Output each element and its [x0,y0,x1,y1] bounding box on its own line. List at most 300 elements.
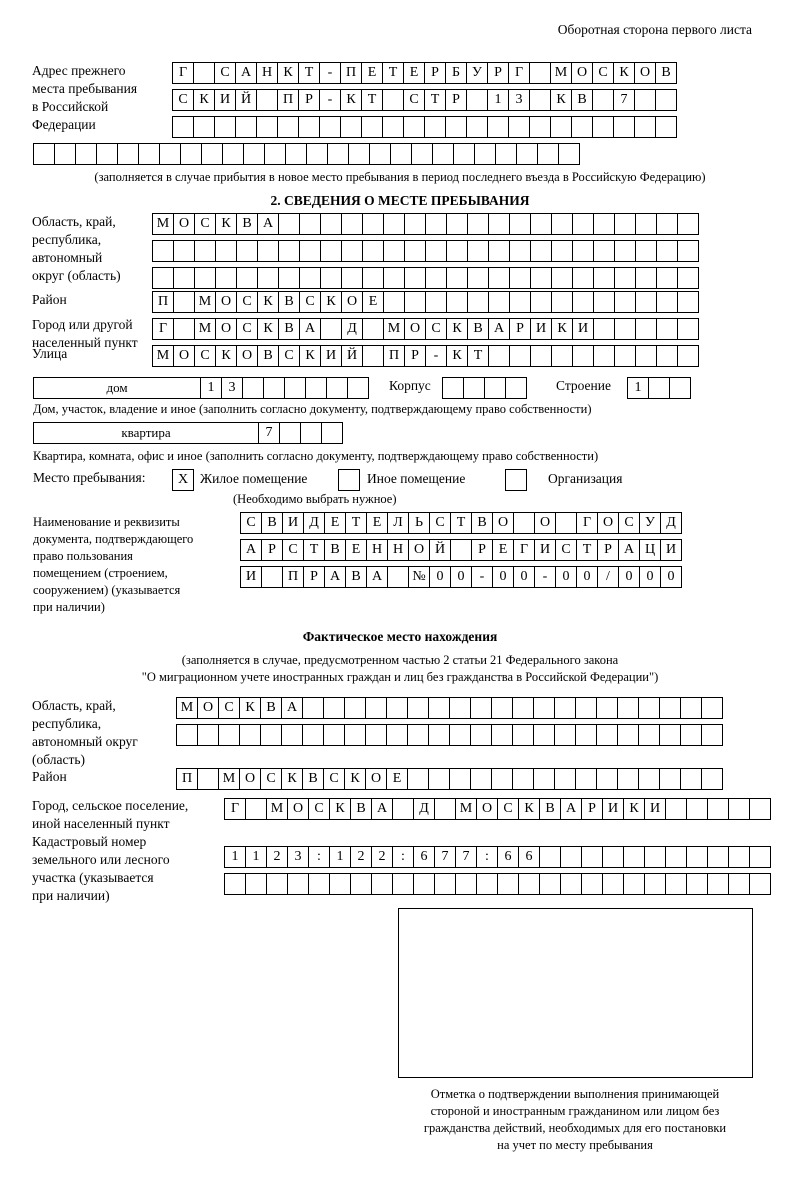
document-cell[interactable]: Т [303,539,325,561]
section3-region-cell[interactable] [281,724,303,746]
section3-district-cell[interactable]: Е [386,768,408,790]
section2-district-cell[interactable]: П [152,291,174,313]
cadastral-cell[interactable] [728,846,750,868]
section2-district-cell[interactable] [593,291,615,313]
section2-street-cell[interactable] [572,345,594,367]
cadastral-cell[interactable]: 2 [266,846,288,868]
section2-district-cell[interactable]: О [341,291,363,313]
prev-address-cell[interactable]: Н [256,62,278,84]
section2-city-cell[interactable]: К [446,318,468,340]
section2-region-cell[interactable] [404,267,426,289]
prev-address-cell[interactable] [571,116,593,138]
section3-district-cell[interactable] [554,768,576,790]
section2-region-cell[interactable] [572,240,594,262]
section3-city-cell[interactable]: М [455,798,477,820]
document-cell[interactable]: А [240,539,262,561]
prev-address-row-1[interactable] [172,62,676,84]
house-number-cell[interactable]: 3 [221,377,243,399]
section3-district-cell[interactable] [491,768,513,790]
cadastral-row-2[interactable] [224,873,770,895]
cadastral-cell[interactable] [266,873,288,895]
stroenie-cell[interactable] [648,377,670,399]
prev-address-cell[interactable] [655,116,677,138]
prev-address-cell[interactable]: - [319,62,341,84]
cadastral-cell[interactable] [602,846,624,868]
section3-district-cell[interactable]: С [323,768,345,790]
section3-region-cell[interactable] [470,724,492,746]
section3-city-cell[interactable] [245,798,267,820]
section2-region-row-3[interactable] [152,267,698,289]
prev-address-cell[interactable]: О [571,62,593,84]
document-cell[interactable]: Й [429,539,451,561]
document-cell[interactable]: И [282,512,304,534]
section2-district-cell[interactable] [656,291,678,313]
section2-city-cell[interactable]: О [404,318,426,340]
prev-address-cell[interactable] [390,143,412,165]
document-cell[interactable]: О [408,539,430,561]
prev-address-cell[interactable] [285,143,307,165]
section3-district-row[interactable] [176,768,722,790]
section2-region-cell[interactable] [446,213,468,235]
section2-region-cell[interactable] [173,240,195,262]
cadastral-cell[interactable]: : [476,846,498,868]
prev-address-cell[interactable]: С [592,62,614,84]
cadastral-cell[interactable]: 2 [371,846,393,868]
section2-city-cell[interactable]: Р [509,318,531,340]
section2-region-cell[interactable] [341,240,363,262]
section2-city-cell[interactable]: С [425,318,447,340]
cadastral-cell[interactable] [497,873,519,895]
document-cell[interactable]: А [618,539,640,561]
section2-region-cell[interactable] [677,267,699,289]
section2-region-cell[interactable] [530,213,552,235]
prev-address-cell[interactable] [613,116,635,138]
korpus-cell[interactable] [505,377,527,399]
section2-region-cell[interactable] [635,240,657,262]
prev-address-cell[interactable] [306,143,328,165]
section2-street-cell[interactable] [635,345,657,367]
section2-region-cell[interactable] [299,240,321,262]
section3-region-cell[interactable] [659,724,681,746]
section2-district-cell[interactable] [425,291,447,313]
section3-region-cell[interactable] [701,724,723,746]
prev-address-row-3[interactable] [172,116,676,138]
prev-address-cell[interactable]: П [277,89,299,111]
section3-region-row-1[interactable] [176,697,722,719]
house-number-cell[interactable] [347,377,369,399]
section3-district-cell[interactable] [470,768,492,790]
cadastral-cell[interactable]: 7 [434,846,456,868]
section3-region-cell[interactable] [533,724,555,746]
stroenie-cells[interactable] [627,377,690,399]
section2-region-cell[interactable] [677,213,699,235]
document-cell[interactable]: Т [345,512,367,534]
prev-address-cell[interactable]: 3 [508,89,530,111]
section3-city-cell[interactable]: И [602,798,624,820]
section3-region-cell[interactable] [554,724,576,746]
section3-region-cell[interactable] [323,724,345,746]
section2-city-cell[interactable]: И [530,318,552,340]
prev-address-cell[interactable] [33,143,55,165]
prev-address-cell[interactable] [264,143,286,165]
section2-district-cell[interactable]: Е [362,291,384,313]
section2-district-cell[interactable] [383,291,405,313]
prev-address-cell[interactable] [382,116,404,138]
cadastral-cell[interactable] [602,873,624,895]
cadastral-cell[interactable] [560,846,582,868]
prev-address-cell[interactable] [277,116,299,138]
section2-region-cell[interactable] [236,240,258,262]
section2-district-cell[interactable] [677,291,699,313]
section2-city-cell[interactable] [614,318,636,340]
section3-region-cell[interactable] [344,697,366,719]
document-cell[interactable]: О [492,512,514,534]
cadastral-cell[interactable] [413,873,435,895]
cadastral-cell[interactable] [644,846,666,868]
section3-region-cell[interactable] [176,724,198,746]
prev-address-cell[interactable] [201,143,223,165]
document-cell[interactable]: Т [450,512,472,534]
flat-cell[interactable] [321,422,343,444]
cadastral-cell[interactable] [350,873,372,895]
cadastral-cell[interactable] [245,873,267,895]
section2-region-cell[interactable] [341,213,363,235]
section2-city-cell[interactable] [173,318,195,340]
prev-address-cell[interactable] [243,143,265,165]
section3-district-cell[interactable] [197,768,219,790]
document-cell[interactable]: 0 [513,566,535,588]
prev-address-cell[interactable] [193,62,215,84]
section2-city-cell[interactable]: В [467,318,489,340]
section2-street-cell[interactable]: Р [404,345,426,367]
cadastral-cell[interactable] [644,873,666,895]
section2-district-cell[interactable]: К [257,291,279,313]
document-cell[interactable]: С [618,512,640,534]
section2-region-cell[interactable] [383,213,405,235]
prev-address-cell[interactable] [298,116,320,138]
document-cell[interactable]: В [471,512,493,534]
stamp-area[interactable] [398,908,753,1078]
section2-region-cell[interactable] [656,240,678,262]
cadastral-cell[interactable] [665,873,687,895]
section3-region-cell[interactable]: В [260,697,282,719]
section3-district-cell[interactable]: П [176,768,198,790]
section2-district-cell[interactable]: О [215,291,237,313]
prev-address-cell[interactable] [558,143,580,165]
prev-address-cell[interactable]: А [235,62,257,84]
prev-address-cell[interactable] [159,143,181,165]
section3-region-cell[interactable] [533,697,555,719]
cadastral-cell[interactable] [707,873,729,895]
cadastral-cell[interactable]: : [392,846,414,868]
section2-city-cell[interactable]: И [572,318,594,340]
section2-region-cell[interactable] [425,213,447,235]
section3-region-cell[interactable] [260,724,282,746]
section3-region-cell[interactable] [197,724,219,746]
korpus-cell[interactable] [463,377,485,399]
document-cell[interactable]: / [597,566,619,588]
section3-region-cell[interactable] [701,697,723,719]
section2-region-cell[interactable] [320,240,342,262]
section3-region-cell[interactable] [344,724,366,746]
section2-district-row[interactable] [152,291,698,313]
section2-district-cell[interactable] [488,291,510,313]
section2-region-cell[interactable] [530,267,552,289]
section2-region-cell[interactable] [635,213,657,235]
section2-district-cell[interactable] [467,291,489,313]
prev-address-cell[interactable] [172,116,194,138]
section2-region-cell[interactable] [530,240,552,262]
section2-region-cell[interactable] [572,267,594,289]
document-cell[interactable]: В [324,539,346,561]
document-cell[interactable] [261,566,283,588]
section3-region-cell[interactable]: О [197,697,219,719]
section2-region-cell[interactable] [341,267,363,289]
prev-address-cell[interactable]: С [214,62,236,84]
section2-region-cell[interactable] [173,267,195,289]
prev-address-cell[interactable]: Г [508,62,530,84]
document-cell[interactable]: С [282,539,304,561]
cadastral-cell[interactable]: 1 [329,846,351,868]
cadastral-cell[interactable] [224,873,246,895]
section3-region-cell[interactable] [323,697,345,719]
section2-region-cell[interactable] [614,213,636,235]
prev-address-cell[interactable] [487,116,509,138]
document-cell[interactable]: И [534,539,556,561]
section2-region-cell[interactable] [467,267,489,289]
section2-district-cell[interactable] [614,291,636,313]
prev-address-cell[interactable] [432,143,454,165]
prev-address-cell[interactable] [256,89,278,111]
document-cell[interactable]: 0 [639,566,661,588]
section2-street-cell[interactable]: К [299,345,321,367]
section2-region-cell[interactable] [362,267,384,289]
korpus-cell[interactable] [484,377,506,399]
section2-district-cell[interactable]: М [194,291,216,313]
flat-cell[interactable]: 7 [258,422,280,444]
section3-city-cell[interactable] [686,798,708,820]
section3-region-cell[interactable] [218,724,240,746]
cadastral-cell[interactable]: 1 [245,846,267,868]
prev-address-cell[interactable] [453,143,475,165]
cadastral-cell[interactable] [686,846,708,868]
section3-city-cell[interactable]: О [287,798,309,820]
section3-city-cell[interactable]: К [623,798,645,820]
cadastral-cell[interactable] [392,873,414,895]
prev-address-cell[interactable]: П [340,62,362,84]
section2-region-cell[interactable] [467,213,489,235]
prev-address-cell[interactable]: И [214,89,236,111]
flat-cell[interactable] [300,422,322,444]
document-cell[interactable]: 0 [576,566,598,588]
cadastral-cell[interactable] [749,873,771,895]
section3-region-cell[interactable]: А [281,697,303,719]
prev-address-cell[interactable] [180,143,202,165]
prev-address-cell[interactable] [193,116,215,138]
section3-region-cell[interactable] [428,697,450,719]
section2-region-cell[interactable] [299,267,321,289]
prev-address-cell[interactable]: У [466,62,488,84]
document-cell[interactable]: Е [366,512,388,534]
section3-region-cell[interactable] [386,724,408,746]
section3-district-cell[interactable]: В [302,768,324,790]
section2-region-cell[interactable] [425,240,447,262]
document-cell[interactable]: А [366,566,388,588]
section3-city-cell[interactable]: Р [581,798,603,820]
house-number-cell[interactable]: 1 [200,377,222,399]
section3-region-cell[interactable] [638,724,660,746]
section3-district-cell[interactable] [407,768,429,790]
section2-region-cell[interactable] [278,267,300,289]
cadastral-cell[interactable] [581,846,603,868]
section3-region-cell[interactable] [617,697,639,719]
document-cell[interactable]: В [261,512,283,534]
document-cell[interactable]: - [534,566,556,588]
document-cell[interactable]: 0 [492,566,514,588]
section3-city-cell[interactable]: Д [413,798,435,820]
section2-region-cell[interactable] [656,213,678,235]
section2-region-cell[interactable] [446,267,468,289]
section3-city-cell[interactable]: О [476,798,498,820]
prev-address-cell[interactable] [411,143,433,165]
prev-address-cell[interactable] [592,116,614,138]
section2-region-cell[interactable]: М [152,213,174,235]
cadastral-cell[interactable] [539,873,561,895]
prev-address-cell[interactable] [508,116,530,138]
section3-region-cell[interactable] [659,697,681,719]
section3-city-cell[interactable]: К [329,798,351,820]
prev-address-cell[interactable] [529,116,551,138]
document-cell[interactable]: П [282,566,304,588]
cadastral-cell[interactable]: 7 [455,846,477,868]
cadastral-cell[interactable]: 6 [518,846,540,868]
section3-region-cell[interactable] [449,724,471,746]
document-cell[interactable]: 0 [618,566,640,588]
prev-address-cell[interactable]: Р [487,62,509,84]
prev-address-cell[interactable] [537,143,559,165]
prev-address-cell[interactable] [117,143,139,165]
section3-region-cell[interactable] [449,697,471,719]
section3-district-cell[interactable] [596,768,618,790]
prev-address-cell[interactable] [369,143,391,165]
document-cell[interactable] [387,566,409,588]
document-cell[interactable]: Л [387,512,409,534]
stay-type-checkbox-organizatsiya[interactable] [505,469,527,491]
section3-region-cell[interactable]: М [176,697,198,719]
section2-region-cell[interactable] [551,240,573,262]
section2-region-cell[interactable] [278,213,300,235]
section2-region-cell[interactable] [362,240,384,262]
prev-address-cell[interactable] [529,89,551,111]
section2-region-cell[interactable] [278,240,300,262]
section3-district-cell[interactable] [512,768,534,790]
section2-city-cell[interactable] [320,318,342,340]
document-cell[interactable]: 0 [555,566,577,588]
document-cell[interactable]: Ь [408,512,430,534]
document-cell[interactable]: Н [366,539,388,561]
cadastral-cell[interactable] [518,873,540,895]
prev-address-cell[interactable] [382,89,404,111]
section2-city-cell[interactable]: К [257,318,279,340]
section3-region-cell[interactable] [680,724,702,746]
section3-region-cell[interactable] [365,697,387,719]
section3-district-cell[interactable]: С [260,768,282,790]
prev-address-cell[interactable]: Р [424,62,446,84]
section3-region-cell[interactable] [491,697,513,719]
section3-region-cell[interactable]: С [218,697,240,719]
section2-region-cell[interactable] [194,240,216,262]
section2-street-cell[interactable] [551,345,573,367]
section3-region-cell[interactable] [365,724,387,746]
section3-region-cell[interactable] [470,697,492,719]
cadastral-cell[interactable] [434,873,456,895]
cadastral-cell[interactable]: 2 [350,846,372,868]
prev-address-cell[interactable] [214,116,236,138]
document-row-3[interactable] [240,566,681,588]
section2-city-cell[interactable] [635,318,657,340]
section2-region-row-2[interactable] [152,240,698,262]
prev-address-cell[interactable]: Б [445,62,467,84]
section3-city-cell[interactable]: В [539,798,561,820]
section3-district-cell[interactable]: К [344,768,366,790]
prev-address-cell[interactable]: К [340,89,362,111]
prev-address-cell[interactable]: О [634,62,656,84]
section3-region-cell[interactable] [428,724,450,746]
section3-region-row-2[interactable] [176,724,722,746]
document-row-1[interactable] [240,512,681,534]
prev-address-cell[interactable]: 7 [613,89,635,111]
section3-region-cell[interactable] [302,697,324,719]
prev-address-cell[interactable] [550,116,572,138]
prev-address-row-4[interactable] [33,143,579,165]
prev-address-cell[interactable]: К [193,89,215,111]
section2-city-cell[interactable]: М [194,318,216,340]
section2-city-cell[interactable]: С [236,318,258,340]
section2-street-cell[interactable]: П [383,345,405,367]
cadastral-cell[interactable] [728,873,750,895]
prev-address-cell[interactable] [361,116,383,138]
korpus-cells[interactable] [442,377,526,399]
section2-region-cell[interactable]: К [215,213,237,235]
section2-region-cell[interactable] [488,213,510,235]
stay-type-checkbox-zhiloe[interactable]: X [172,469,194,491]
section3-city-cell[interactable]: А [560,798,582,820]
prev-address-cell[interactable]: Е [403,62,425,84]
section2-district-cell[interactable] [551,291,573,313]
document-cell[interactable]: Р [303,566,325,588]
cadastral-cell[interactable] [308,873,330,895]
section3-district-cell[interactable] [617,768,639,790]
section3-region-cell[interactable] [638,697,660,719]
section2-street-cell[interactable]: И [320,345,342,367]
section3-region-cell[interactable] [617,724,639,746]
section2-district-cell[interactable]: К [320,291,342,313]
section3-city-cell[interactable] [749,798,771,820]
section3-region-cell[interactable]: К [239,697,261,719]
prev-address-cell[interactable]: - [319,89,341,111]
prev-address-cell[interactable] [96,143,118,165]
prev-address-cell[interactable] [327,143,349,165]
section2-region-cell[interactable] [488,240,510,262]
section2-region-cell[interactable]: С [194,213,216,235]
section3-district-cell[interactable] [533,768,555,790]
section2-district-cell[interactable] [404,291,426,313]
document-cell[interactable]: - [471,566,493,588]
document-cell[interactable]: В [345,566,367,588]
korpus-cell[interactable] [442,377,464,399]
section2-region-cell[interactable] [257,267,279,289]
section2-region-cell[interactable] [509,267,531,289]
